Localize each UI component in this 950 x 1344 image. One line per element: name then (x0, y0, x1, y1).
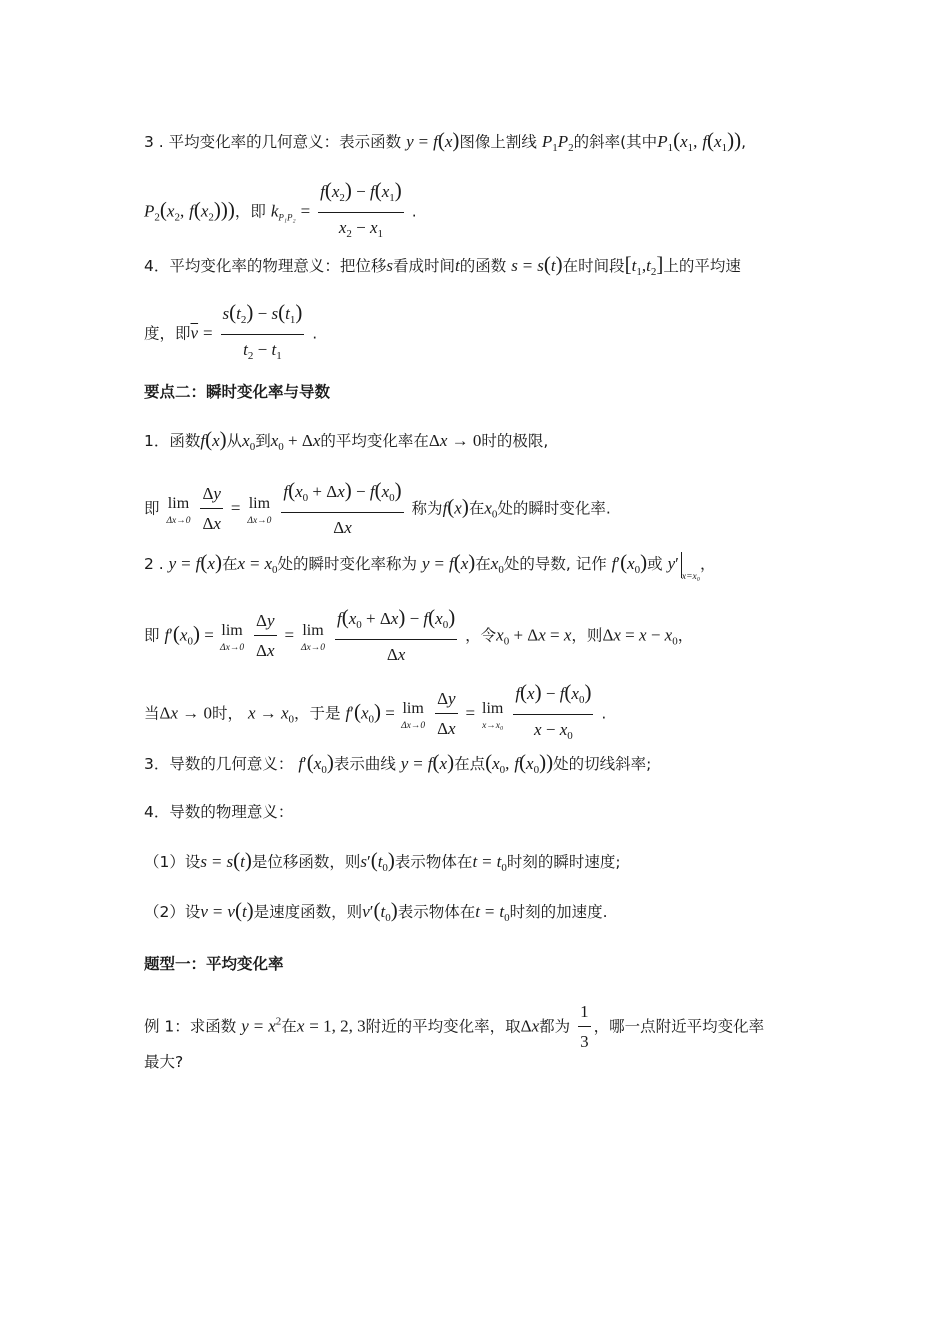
p4-line2: 度，即$\overline{v}$ = $\frac{s(t_2) - s(t_1)}{t_2 - t_1}$ . (144, 300, 820, 368)
section-heading-2: 要点二：瞬时变化率与导数 (144, 383, 331, 401)
d4-sub1: （1）设s = s(t)是位移函数，则$s'(t_0)$表示物体在$t = t_0$时刻的瞬时速度; (144, 848, 621, 874)
example1-line2: 最大? (144, 1053, 184, 1071)
d4-sub2: （2）设v = v(t)是速度函数，则$v'(t_0)$表示物体在$t = t_0$时刻的加速度. (144, 898, 608, 924)
d1-line1: 1．函数f(x)从$x_0$到$x_0 + \Delta x$的平均变化率在Δx → 0时的极限, (144, 427, 549, 453)
p3-line2: $P_2(x_2$, $f(x_2)$))，即 $k_{P_1P_2}$ = $\frac{f(x_2) - f(x_1)}{x_2 - x_1}$ . (144, 178, 820, 246)
d2-line3: 当Δx → 0时， $x \to x_0$，于是 $f'(x_0)$ = lim Δx→0 $\frac{\Delta y}{\Delta x}$ = lim x→x₀ $\frac{f(x) - f(x_0)}{x - x_0}$ . (144, 680, 607, 742)
d4-line: 4．导数的物理意义： (144, 803, 294, 821)
slope-fraction: $\frac{f(x_2) - f(x_1)}{x_2 - x_1}$ (320, 178, 402, 240)
d2-line1: 2 . y = f(x)在$x = x_0$处的瞬时变化率称为 y = f(x)在$x_0$处的导数, 记作 $f'(x_0)$或 $y'_{x=x_0}$， (144, 550, 716, 582)
p3-line1: 3 . 平均变化率的几何意义：表示函数 y = f(x)图像上割线 $P_1P_2$的斜率(其中$P_1(x_1$, $f(x_1)$), (144, 128, 747, 154)
d3-line: 3．导数的几何意义： $f'(x_0)$表示曲线 y = f(x)在点($x_0$, $f(x_0)$)处的切线斜率; (144, 750, 652, 776)
one-third-fraction: $\frac{1}{3}$ (580, 1002, 589, 1051)
d2-line2: 即 $f'(x_0)$ = lim Δx→0 $\frac{\Delta y}{\Delta x}$ = lim Δx→0 $\frac{f(x_0 + \Delta x) - f(x_0)}{\Delta x}$ ，令$x_0 + \Delta x = x$，则$\Delta x = x - x_0$， (144, 605, 694, 664)
example1-line1: 例 1：求函数 $y = x^2$在x = 1, 2, 3附近的平均变化率，取Δx都为 $\frac{1}{3}$ ，哪一点附近平均变化率 (144, 1000, 820, 1054)
d1-line2: 即 lim Δx→0 $\frac{\Delta y}{\Delta x}$ = lim Δx→0 $\frac{f(x_0 + \Delta x) - f(x_0)}{\Delta x}$ 称为f(x)在$x_0$处的瞬时变化率. (144, 478, 820, 540)
section-heading-3: 题型一：平均变化率 (144, 955, 284, 973)
instant-rate-fraction: $\frac{f(x_0 + \Delta x) - f(x_0)}{\Delta x}$ (283, 478, 402, 537)
avg-velocity-fraction: $\frac{s(t_2) - s(t_1)}{t_2 - t_1}$ (222, 300, 303, 362)
p4-line1: 4．平均变化率的物理意义：把位移s看成时间t的函数 s = s(t)在时间段$[t_1,t_2]$上的平均速 (144, 252, 741, 278)
